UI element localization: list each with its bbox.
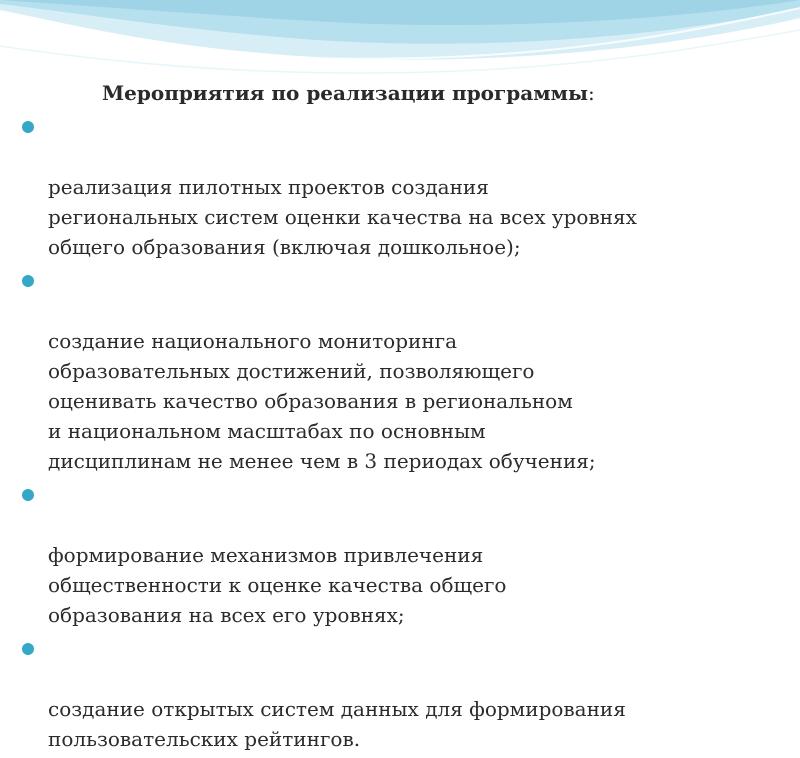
bullet-item [20,266,790,476]
bullet-list [20,112,790,754]
bullet-dot-icon [22,121,34,133]
bullet-text: формирование механизмов привлечения общественности к оценке качества общего образования на всех его уровнях; [48,543,507,627]
bullet-text: реализация пилотных проектов создания региональных систем оценки качества на всех уровнях общего образования (включая дошкольное); [48,175,637,259]
bullet-dot-icon [22,275,34,287]
bullet-text: создание открытых систем данных для формирования пользовательских рейтингов. [48,697,626,751]
slide-title-colon: : [588,81,595,105]
bullet-text: создание национального мониторинга образовательных достижений, позволяющего оценивать качество образования в региональном и национальном масштабах по основным дисциплинам не менее чем в 3 периодах обучения; [48,329,596,473]
bullet-item [20,112,790,262]
bullet-dot-icon [22,489,34,501]
header-wave-decoration [0,0,800,80]
slide-content [20,78,790,758]
slide-title-text: Мероприятия по реализации программы [102,81,589,105]
bullet-item [20,480,790,630]
bullet-dot-icon [22,643,34,655]
bullet-item [20,634,790,754]
slide-title [102,78,790,108]
